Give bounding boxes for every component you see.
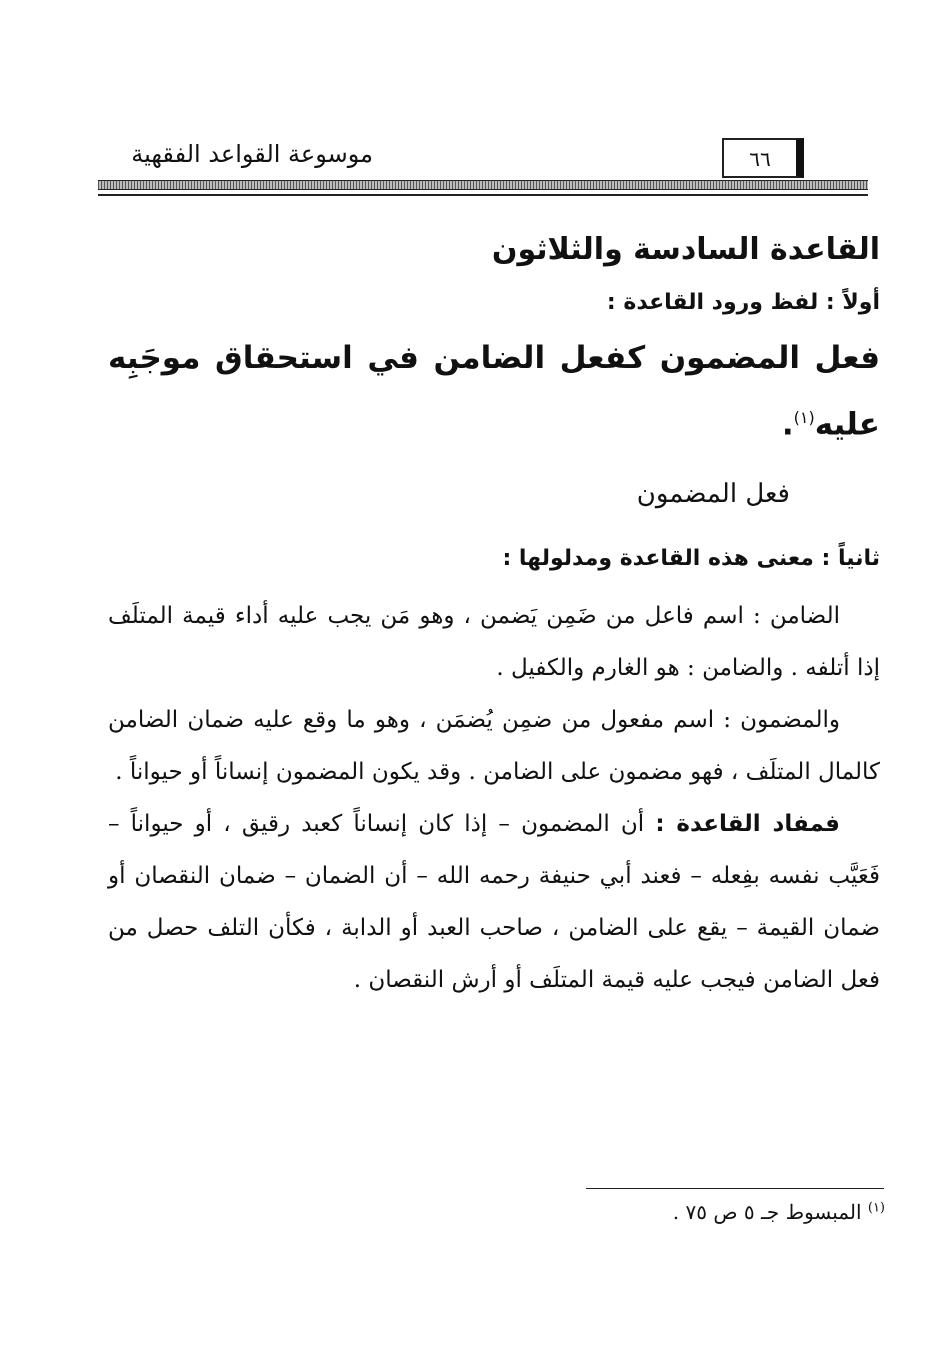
rule-text-end: . [781,406,794,443]
paragraph-guarantor: الضامن : اسم فاعل من ضَمِن يَضمن ، وهو مَن يجب عليه أداء قيمة المتلَف إذا أتلفه . والضامن : هو الغارم والكفيل . [108,603,880,682]
footnote-text: المبسوط جـ ٥ ص ٧٥ . [672,1200,862,1224]
page-number: ٦٦ [722,138,804,178]
footnote-mark: (١) [867,1200,885,1216]
footnote [673,1200,885,1224]
purport-text: أن المضمون – إذا كان إنساناً كعبد رقيق ، أو حيواناً – فَعَيَّب نفسه بفِعله – فعند أبي حنيفة رحمه الله – أن الضمان – ضمان النقصان أو ضمان القيمة – يقع على الضامن ، صاحب العبد أو الدابة ، فكأن التلف حصل من فعل الضامن فيجب عليه قيمة المتلَف أو أرش النقصان . [108,811,880,994]
rule-text-body: فعل المضمون كفعل الضامن في استحقاق موجَبِه عليه [108,340,880,443]
section-label-wording: أولاً : لفظ ورود القاعدة : [606,290,880,315]
footnote-reference: (١) [793,408,815,427]
page-header [98,128,868,200]
header-rule-thin [98,194,868,196]
rule-text [108,328,880,454]
rule-heading: القاعدة السادسة والثلاثون [491,232,880,267]
subheading: فعل المضمون [636,479,790,510]
purport-label: فمفاد القاعدة : [655,811,840,838]
page-content [108,222,880,1006]
footnote-rule [586,1188,884,1189]
header-rule [98,180,868,190]
book-title: موسوعة القواعد الفقهية [131,140,373,168]
section-label-meaning: ثانياً : معنى هذه القاعدة ومدلولها : [502,546,880,572]
paragraph-guaranteed: والمضمون : اسم مفعول من ضمِن يُضمَن ، وهو ما وقع عليه ضمان الضامن كالمال المتلَف ، فهو مضمون على الضامن . وقد يكون المضمون إنساناً أو حيواناً . [108,707,880,786]
paragraph-purport [108,798,880,1006]
